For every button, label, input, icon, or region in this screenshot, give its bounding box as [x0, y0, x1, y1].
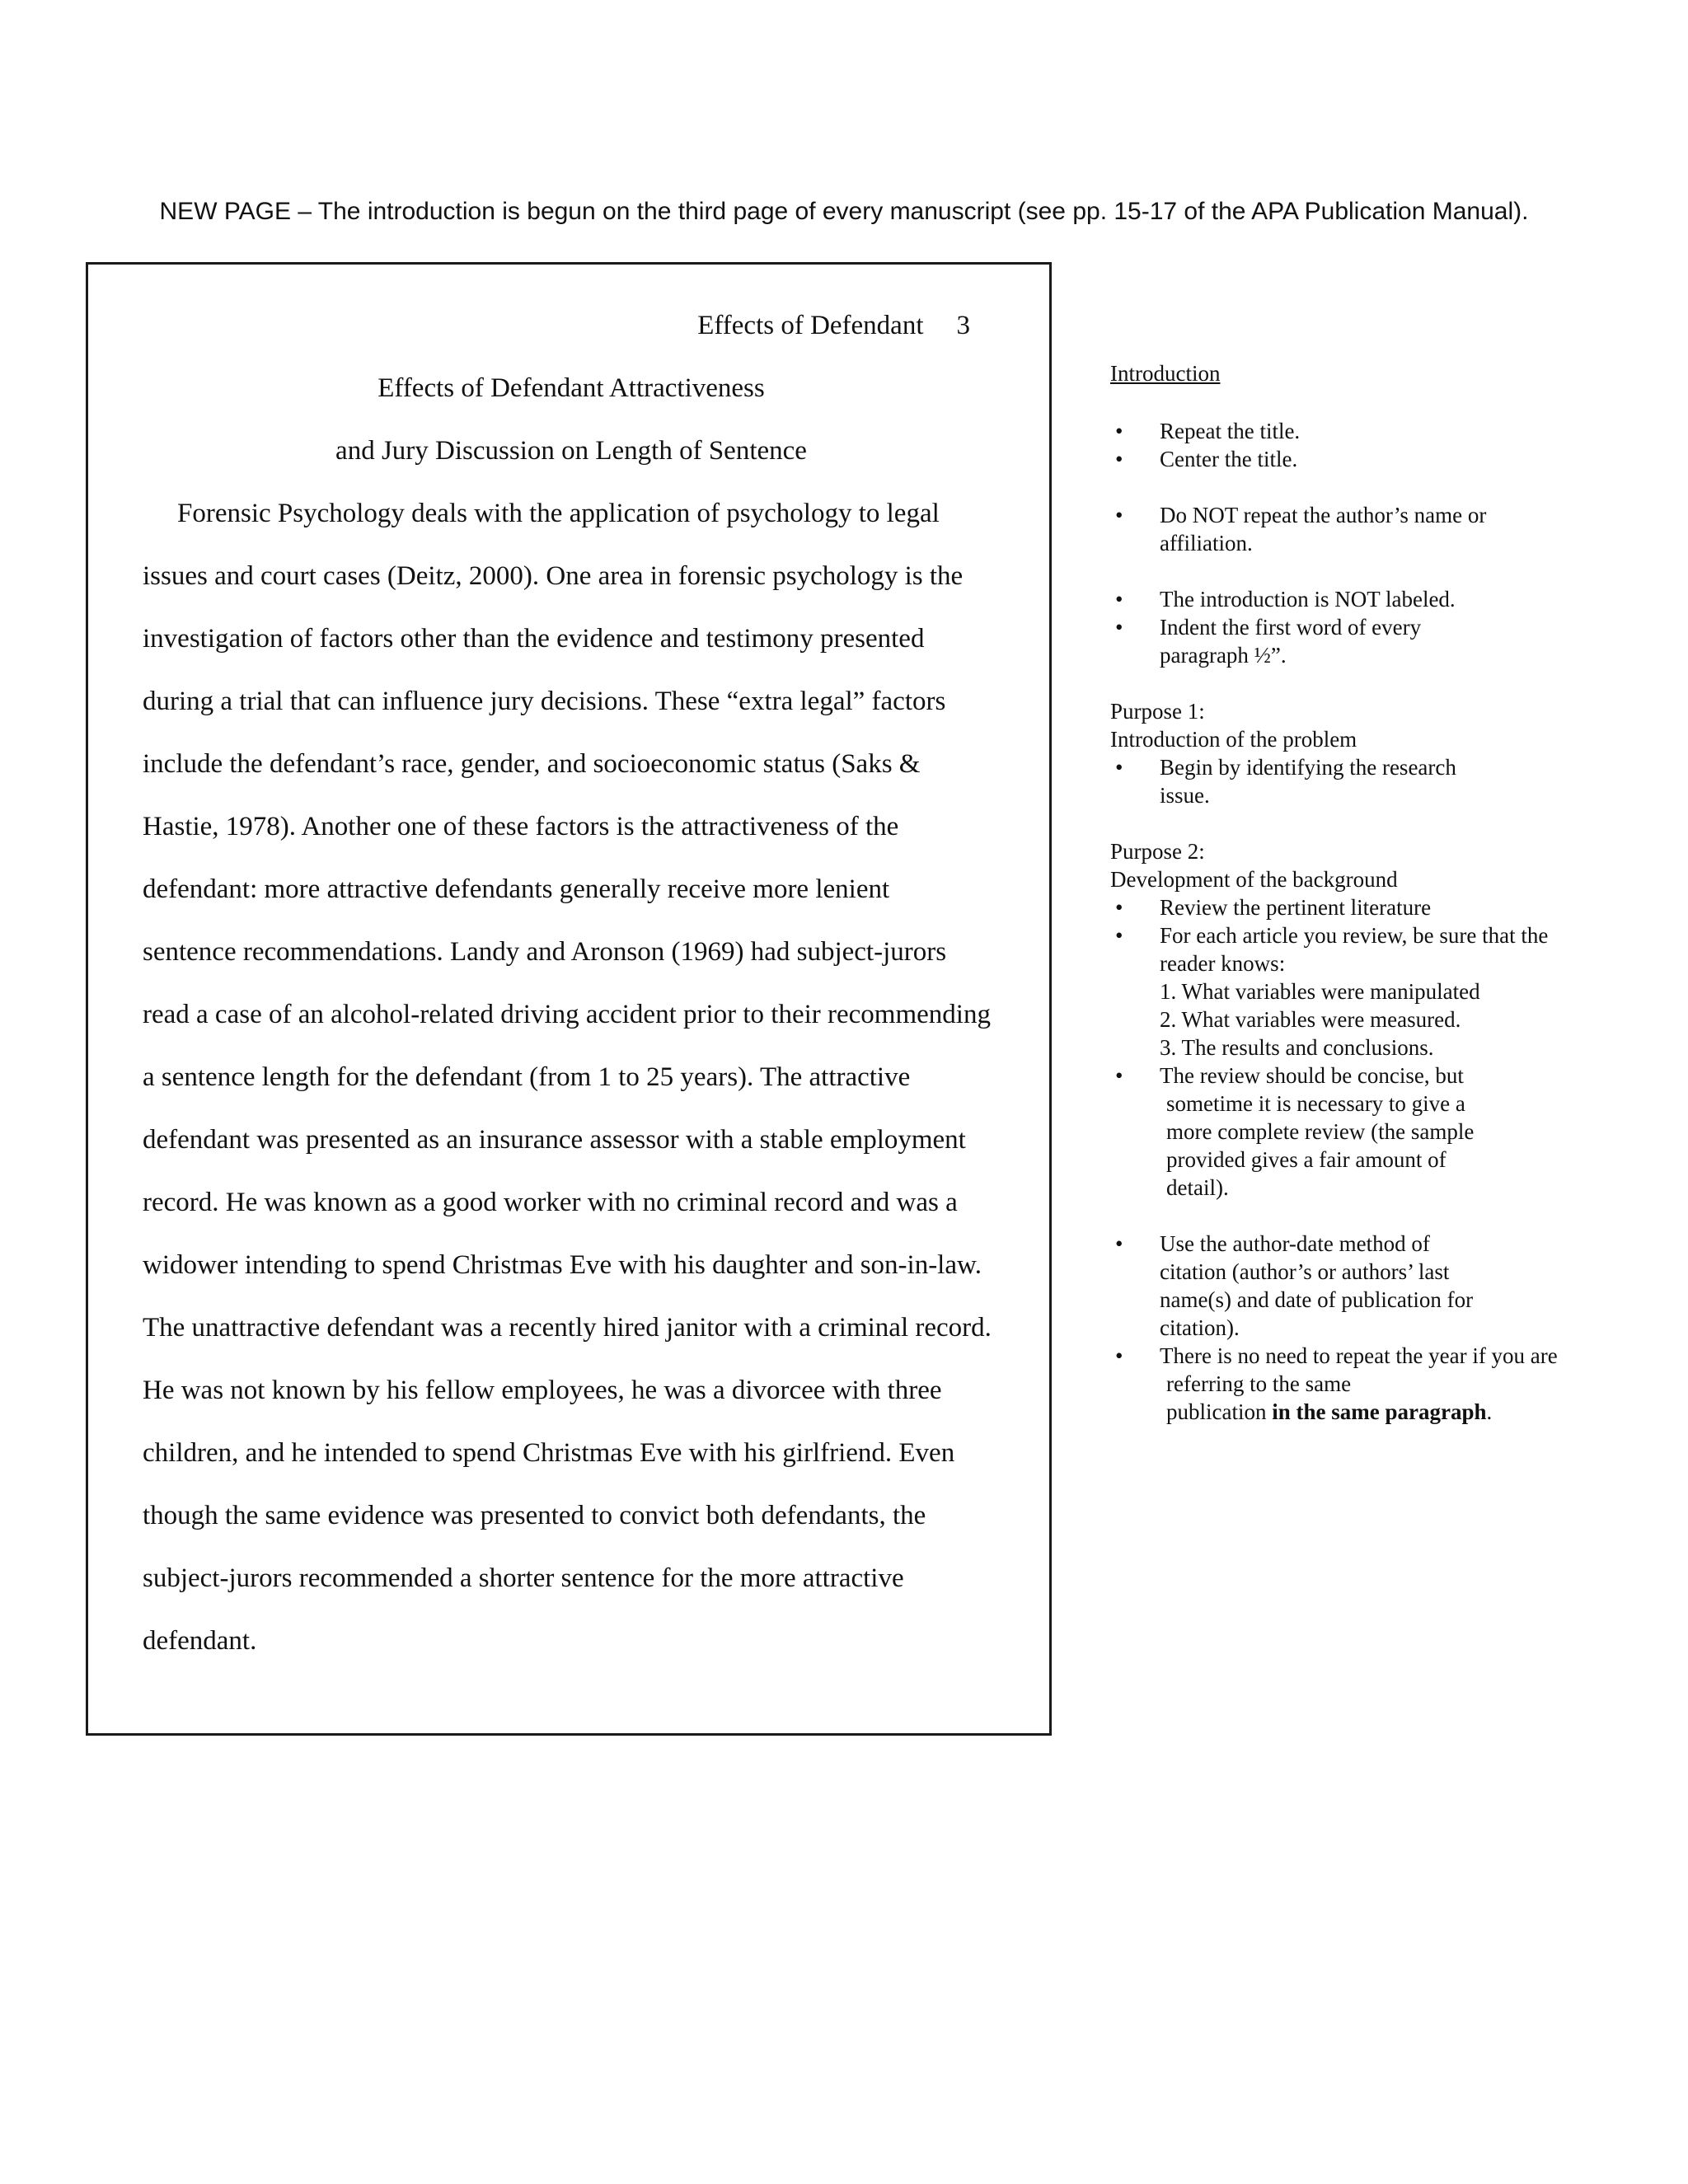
list-item-text: The review should be concise, but	[1160, 1063, 1464, 1088]
list-item-text: sometime it is necessary to give a	[1166, 1091, 1465, 1116]
list-item-text: The introduction is NOT labeled.	[1160, 587, 1456, 612]
list-item	[1110, 613, 1621, 669]
body-line: include the defendant’s race, gender, and socioeconomic status (Saks &	[143, 749, 921, 779]
body-line: a sentence length for the defendant (from 1 to 25 years). The attractive	[143, 1062, 911, 1092]
list-item-text: Repeat the title.	[1160, 419, 1301, 443]
body-line: record. He was known as a good worker with no criminal record and was a	[143, 1188, 958, 1217]
list-item-text: name(s) and date of publication for	[1160, 1287, 1474, 1312]
body-line: The unattractive defendant was a recently hired janitor with a criminal record.	[143, 1313, 992, 1343]
running-head-text: Effects of Defendant	[697, 311, 924, 340]
list-item-text: paragraph ½”.	[1160, 643, 1287, 668]
body-line: defendant.	[143, 1626, 257, 1656]
bullet-icon: •	[1115, 755, 1123, 780]
body-line: read a case of an alcohol-related driving accident prior to their recommending	[143, 1000, 991, 1029]
annotation-sidebar	[1110, 359, 1621, 1426]
numbered-item: 1. What variables were manipulated	[1160, 979, 1480, 1004]
list-item-text: For each article you review, be sure that the	[1160, 923, 1549, 948]
list-item-text: issue.	[1160, 783, 1210, 808]
bullet-icon: •	[1115, 895, 1123, 920]
list-item-text: .	[1486, 1399, 1493, 1424]
list-item-text: citation).	[1160, 1315, 1240, 1340]
bullet-icon: •	[1115, 1343, 1123, 1368]
list-item	[1110, 1342, 1621, 1426]
body-line: Forensic Psychology deals with the application of psychology to legal	[177, 499, 940, 528]
list-item-text: citation (author’s or authors’ last	[1160, 1259, 1450, 1284]
label-guidelines-list	[1110, 585, 1621, 669]
emphasis-text: in the same paragraph	[1272, 1399, 1487, 1424]
purpose-2-list	[1110, 893, 1621, 977]
body-line: widower intending to spend Christmas Eve with his daughter and son-in-law.	[143, 1250, 982, 1280]
list-item-text: referring to the same	[1166, 1371, 1352, 1396]
list-item	[1110, 417, 1621, 445]
purpose-1-title: Introduction of the problem	[1110, 727, 1357, 752]
sidebar-heading: Introduction	[1110, 361, 1221, 386]
body-line: Hastie, 1978). Another one of these factors is the attractiveness of the	[143, 812, 899, 841]
list-item-text: Begin by identifying the research	[1160, 755, 1456, 780]
body-line: children, and he intended to spend Christmas Eve with his girlfriend. Even	[143, 1438, 955, 1468]
bullet-icon: •	[1115, 447, 1123, 471]
numbered-item: 3. The results and conclusions.	[1160, 1035, 1434, 1060]
list-item	[1110, 1062, 1621, 1202]
list-item-text: Review the pertinent literature	[1160, 895, 1432, 920]
list-item	[1110, 893, 1621, 921]
list-item-text: There is no need to repeat the year if you are	[1160, 1343, 1558, 1368]
bullet-icon: •	[1115, 1231, 1123, 1256]
list-item-text: reader knows:	[1160, 951, 1286, 976]
list-item	[1110, 445, 1621, 473]
bullet-icon: •	[1115, 587, 1123, 612]
list-item	[1110, 585, 1621, 613]
list-item-text: provided gives a fair amount of	[1166, 1147, 1447, 1172]
author-guidelines-list	[1110, 501, 1621, 557]
paper-title-line-2: and Jury Discussion on Length of Sentence	[335, 436, 807, 466]
review-list	[1110, 1062, 1621, 1202]
list-item-text: Do NOT repeat the author’s name or	[1160, 503, 1487, 527]
manuscript-page	[86, 262, 1052, 1736]
bullet-icon: •	[1115, 615, 1123, 640]
list-item	[1110, 921, 1621, 977]
list-item-text: detail).	[1166, 1175, 1229, 1200]
list-item-text: Use the author-date method of	[1160, 1231, 1430, 1256]
list-item-text: affiliation.	[1160, 531, 1253, 555]
list-item	[1110, 501, 1621, 557]
purpose-1-label: Purpose 1:	[1110, 699, 1205, 724]
bullet-icon: •	[1115, 419, 1123, 443]
body-line: He was not known by his fellow employees, he was a divorcee with three	[143, 1376, 942, 1405]
body-line: subject-jurors recommended a shorter sentence for the more attractive	[143, 1563, 904, 1593]
body-line: sentence recommendations. Landy and Aronson (1969) had subject-jurors	[143, 937, 947, 967]
purpose-2-title: Development of the background	[1110, 867, 1398, 892]
list-item	[1110, 1230, 1621, 1342]
list-item	[1110, 753, 1621, 809]
numbered-item: 2. What variables were measured.	[1160, 1007, 1461, 1032]
purpose-2-label: Purpose 2:	[1110, 839, 1205, 864]
list-item-text: more complete review (the sample	[1166, 1119, 1475, 1144]
purpose-1-list	[1110, 753, 1621, 809]
running-head	[88, 307, 970, 344]
body-line: investigation of factors other than the evidence and testimony presented	[143, 624, 925, 654]
list-item-text	[1160, 1398, 1621, 1426]
list-item-text: Indent the first word of every	[1160, 615, 1422, 640]
page-number: 3	[956, 311, 970, 340]
body-line: issues and court cases (Deitz, 2000). One area in forensic psychology is the	[143, 561, 964, 591]
body-line: though the same evidence was presented to convict both defendants, the	[143, 1501, 926, 1530]
bullet-icon: •	[1115, 503, 1123, 527]
list-item-text: Center the title.	[1160, 447, 1298, 471]
list-item-text: publication	[1166, 1399, 1273, 1424]
new-page-note: NEW PAGE – The introduction is begun on the third page of every manuscript (see pp. 15-17 of the APA Publication Manual).	[159, 198, 1529, 225]
paper-title-line-1: Effects of Defendant Attractiveness	[377, 373, 765, 403]
body-line: defendant was presented as an insurance assessor with a stable employment	[143, 1125, 966, 1155]
title-guidelines-list	[1110, 417, 1621, 473]
body-line: during a trial that can influence jury decisions. These “extra legal” factors	[143, 687, 946, 716]
body-line: defendant: more attractive defendants generally receive more lenient	[143, 874, 890, 904]
bullet-icon: •	[1115, 923, 1123, 948]
citation-list	[1110, 1230, 1621, 1426]
bullet-icon: •	[1115, 1063, 1123, 1088]
